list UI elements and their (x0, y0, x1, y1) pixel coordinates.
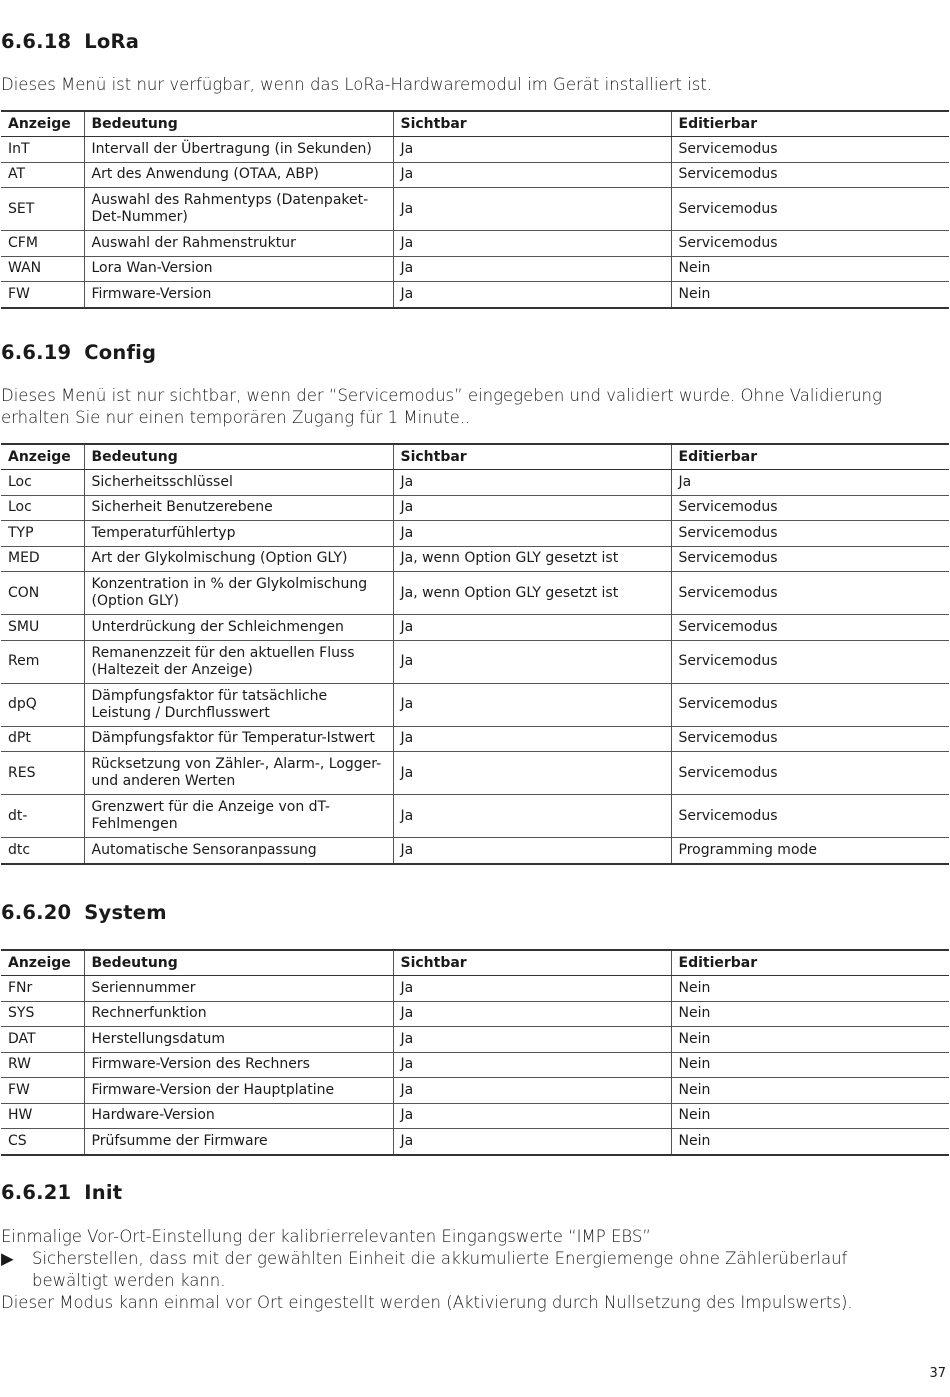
cell-anzeige: SMU (1, 615, 84, 641)
cell-bedeutung: Lora Wan-Version (84, 256, 393, 282)
cell-bedeutung: Remanenzzeit für den aktuellen Fluss (Haltezeit der Anzeige) (84, 640, 393, 683)
table-row (1, 683, 949, 726)
cell-bedeutung: Konzentration in % der Glykolmischung (Option GLY) (84, 572, 393, 615)
table-row (1, 615, 949, 641)
cell-sichtbar: Ja (393, 1129, 671, 1155)
header-sichtbar: Sichtbar (393, 950, 671, 976)
cell-sichtbar: Ja (393, 976, 671, 1002)
cell-anzeige: DAT (1, 1027, 84, 1053)
cell-sichtbar: Ja (393, 1103, 671, 1129)
cell-editierbar: Servicemodus (671, 795, 949, 838)
section-lora (1, 30, 949, 309)
cell-anzeige: CON (1, 572, 84, 615)
table-row (1, 1103, 949, 1129)
section-title: Init (84, 1181, 123, 1204)
cell-sichtbar: Ja (393, 188, 671, 231)
cell-editierbar: Servicemodus (671, 162, 949, 188)
cell-anzeige: HW (1, 1103, 84, 1129)
section-number: 6.6.21 (1, 1181, 72, 1204)
cell-bedeutung: Rücksetzung von Zähler-, Alarm-, Logger- und anderen Werten (84, 752, 393, 795)
cell-sichtbar: Ja (393, 683, 671, 726)
header-anzeige: Anzeige (1, 111, 84, 137)
cell-anzeige: dpQ (1, 683, 84, 726)
header-anzeige: Anzeige (1, 444, 84, 470)
cell-sichtbar: Ja (393, 137, 671, 163)
section-heading (1, 341, 949, 364)
section-title: LoRa (84, 30, 140, 53)
cell-bedeutung: Hardware-Version (84, 1103, 393, 1129)
cell-anzeige: WAN (1, 256, 84, 282)
section-number: 6.6.20 (1, 901, 72, 924)
cell-bedeutung: Rechnerfunktion (84, 1001, 393, 1027)
section-heading (1, 30, 949, 53)
cell-bedeutung: Intervall der Übertragung (in Sekunden) (84, 137, 393, 163)
cell-anzeige: CFM (1, 231, 84, 257)
cell-editierbar: Servicemodus (671, 521, 949, 547)
cell-editierbar: Servicemodus (671, 726, 949, 752)
cell-bedeutung: Auswahl der Rahmenstruktur (84, 231, 393, 257)
cell-sichtbar: Ja (393, 162, 671, 188)
cell-anzeige: Loc (1, 470, 84, 496)
config-table (1, 443, 949, 865)
cell-anzeige: CS (1, 1129, 84, 1155)
header-bedeutung: Bedeutung (84, 950, 393, 976)
cell-bedeutung: Auswahl des Rahmentyps (Datenpaket-Det-Nummer) (84, 188, 393, 231)
cell-editierbar: Nein (671, 1001, 949, 1027)
cell-bedeutung: Grenzwert für die Anzeige von dT-Fehlmengen (84, 795, 393, 838)
table-row (1, 521, 949, 547)
triangle-right-icon: ▶ (1, 1249, 14, 1268)
cell-sichtbar: Ja (393, 495, 671, 521)
cell-editierbar: Nein (671, 1027, 949, 1053)
section-title: System (84, 901, 167, 924)
cell-anzeige: RW (1, 1052, 84, 1078)
table-row (1, 838, 949, 864)
cell-anzeige: Rem (1, 640, 84, 683)
table-row (1, 640, 949, 683)
cell-anzeige: dt- (1, 795, 84, 838)
table-row (1, 495, 949, 521)
table-row (1, 137, 949, 163)
cell-sichtbar: Ja (393, 726, 671, 752)
section-title: Config (84, 341, 157, 364)
table-row (1, 282, 949, 308)
cell-sichtbar: Ja (393, 640, 671, 683)
cell-anzeige: FW (1, 282, 84, 308)
cell-anzeige: Loc (1, 495, 84, 521)
cell-editierbar: Nein (671, 1078, 949, 1104)
header-editierbar: Editierbar (671, 950, 949, 976)
cell-anzeige: dPt (1, 726, 84, 752)
cell-anzeige: AT (1, 162, 84, 188)
cell-anzeige: MED (1, 546, 84, 572)
table-row (1, 162, 949, 188)
cell-sichtbar: Ja (393, 795, 671, 838)
table-row (1, 795, 949, 838)
cell-sichtbar: Ja (393, 470, 671, 496)
cell-editierbar: Nein (671, 282, 949, 308)
cell-editierbar: Servicemodus (671, 546, 949, 572)
init-bullet-text: Sicherstellen, dass mit der gewählten Einheit die akkumulierte Energiemenge ohne Zählerüberlauf bewältigt werden kann. (32, 1249, 848, 1290)
cell-editierbar: Servicemodus (671, 752, 949, 795)
section-intro: Dieses Menü ist nur verfügbar, wenn das LoRa-Hardwaremodul im Gerät installiert ist. (1, 75, 713, 94)
table-row (1, 188, 949, 231)
cell-editierbar: Servicemodus (671, 640, 949, 683)
cell-bedeutung: Firmware-Version (84, 282, 393, 308)
page-number: 37 (929, 1366, 946, 1381)
cell-bedeutung: Herstellungsdatum (84, 1027, 393, 1053)
cell-bedeutung: Firmware-Version der Hauptplatine (84, 1078, 393, 1104)
cell-sichtbar: Ja (393, 1001, 671, 1027)
cell-anzeige: InT (1, 137, 84, 163)
cell-bedeutung: Sicherheitsschlüssel (84, 470, 393, 496)
cell-sichtbar: Ja (393, 1078, 671, 1104)
header-editierbar: Editierbar (671, 444, 949, 470)
cell-editierbar: Servicemodus (671, 231, 949, 257)
cell-bedeutung: Dämpfungsfaktor für Temperatur-Istwert (84, 726, 393, 752)
cell-sichtbar: Ja (393, 615, 671, 641)
table-row (1, 976, 949, 1002)
table-row (1, 546, 949, 572)
header-sichtbar: Sichtbar (393, 111, 671, 137)
cell-bedeutung: Seriennummer (84, 976, 393, 1002)
system-table (1, 949, 949, 1156)
cell-anzeige: SET (1, 188, 84, 231)
cell-editierbar: Servicemodus (671, 615, 949, 641)
header-sichtbar: Sichtbar (393, 444, 671, 470)
header-editierbar: Editierbar (671, 111, 949, 137)
cell-bedeutung: Firmware-Version des Rechners (84, 1052, 393, 1078)
cell-bedeutung: Art der Glykolmischung (Option GLY) (84, 546, 393, 572)
cell-sichtbar: Ja (393, 231, 671, 257)
cell-bedeutung: Sicherheit Benutzerebene (84, 495, 393, 521)
cell-editierbar: Servicemodus (671, 572, 949, 615)
cell-bedeutung: Temperaturfühlertyp (84, 521, 393, 547)
table-row (1, 1027, 949, 1053)
init-line-2: Dieser Modus kann einmal vor Ort eingestellt werden (Aktivierung durch Nullsetzung des Impulswerts). (1, 1293, 853, 1312)
init-line-1: Einmalige Vor-Ort-Einstellung der kalibrierrelevanten Eingangswerte “IMP EBS” (1, 1227, 651, 1246)
section-system (1, 901, 949, 1156)
table-header-row (1, 444, 949, 470)
cell-anzeige: SYS (1, 1001, 84, 1027)
cell-sichtbar: Ja (393, 256, 671, 282)
cell-editierbar: Nein (671, 256, 949, 282)
cell-sichtbar: Ja (393, 838, 671, 864)
cell-sichtbar: Ja, wenn Option GLY gesetzt ist (393, 572, 671, 615)
section-heading (1, 901, 949, 924)
cell-editierbar: Ja (671, 470, 949, 496)
section-number: 6.6.19 (1, 341, 72, 364)
table-row (1, 1078, 949, 1104)
cell-editierbar: Nein (671, 1129, 949, 1155)
cell-sichtbar: Ja (393, 1027, 671, 1053)
table-row (1, 231, 949, 257)
cell-sichtbar: Ja (393, 521, 671, 547)
cell-sichtbar: Ja (393, 1052, 671, 1078)
init-bullet (1, 1248, 862, 1292)
section-config (1, 341, 949, 865)
table-row (1, 256, 949, 282)
cell-editierbar: Servicemodus (671, 188, 949, 231)
table-header-row (1, 111, 949, 137)
table-header-row (1, 950, 949, 976)
cell-sichtbar: Ja (393, 752, 671, 795)
cell-bedeutung: Unterdrückung der Schleichmengen (84, 615, 393, 641)
cell-editierbar: Servicemodus (671, 137, 949, 163)
cell-sichtbar: Ja, wenn Option GLY gesetzt ist (393, 546, 671, 572)
section-init (1, 1181, 949, 1314)
cell-editierbar: Nein (671, 976, 949, 1002)
table-row (1, 752, 949, 795)
cell-bedeutung: Prüfsumme der Firmware (84, 1129, 393, 1155)
cell-bedeutung: Dämpfungsfaktor für tatsächliche Leistung / Durchflusswert (84, 683, 393, 726)
cell-bedeutung: Art des Anwendung (OTAA, ABP) (84, 162, 393, 188)
cell-editierbar: Nein (671, 1103, 949, 1129)
section-number: 6.6.18 (1, 30, 72, 53)
cell-editierbar: Nein (671, 1052, 949, 1078)
section-heading (1, 1181, 949, 1204)
table-row (1, 1052, 949, 1078)
table-row (1, 1129, 949, 1155)
cell-editierbar: Servicemodus (671, 683, 949, 726)
header-anzeige: Anzeige (1, 950, 84, 976)
cell-editierbar: Programming mode (671, 838, 949, 864)
lora-table (1, 110, 949, 309)
section-intro: Dieses Menü ist nur sichtbar, wenn der “Servicemodus” eingegeben und validiert wurde. Ohne Validierung erhalten Sie nur einen temporären Zugang für 1 Minute.. (1, 386, 882, 427)
cell-bedeutung: Automatische Sensoranpassung (84, 838, 393, 864)
table-row (1, 572, 949, 615)
table-row (1, 470, 949, 496)
cell-anzeige: FNr (1, 976, 84, 1002)
table-row (1, 726, 949, 752)
header-bedeutung: Bedeutung (84, 444, 393, 470)
cell-anzeige: FW (1, 1078, 84, 1104)
table-row (1, 1001, 949, 1027)
header-bedeutung: Bedeutung (84, 111, 393, 137)
cell-anzeige: dtc (1, 838, 84, 864)
cell-anzeige: RES (1, 752, 84, 795)
cell-editierbar: Servicemodus (671, 495, 949, 521)
cell-anzeige: TYP (1, 521, 84, 547)
cell-sichtbar: Ja (393, 282, 671, 308)
